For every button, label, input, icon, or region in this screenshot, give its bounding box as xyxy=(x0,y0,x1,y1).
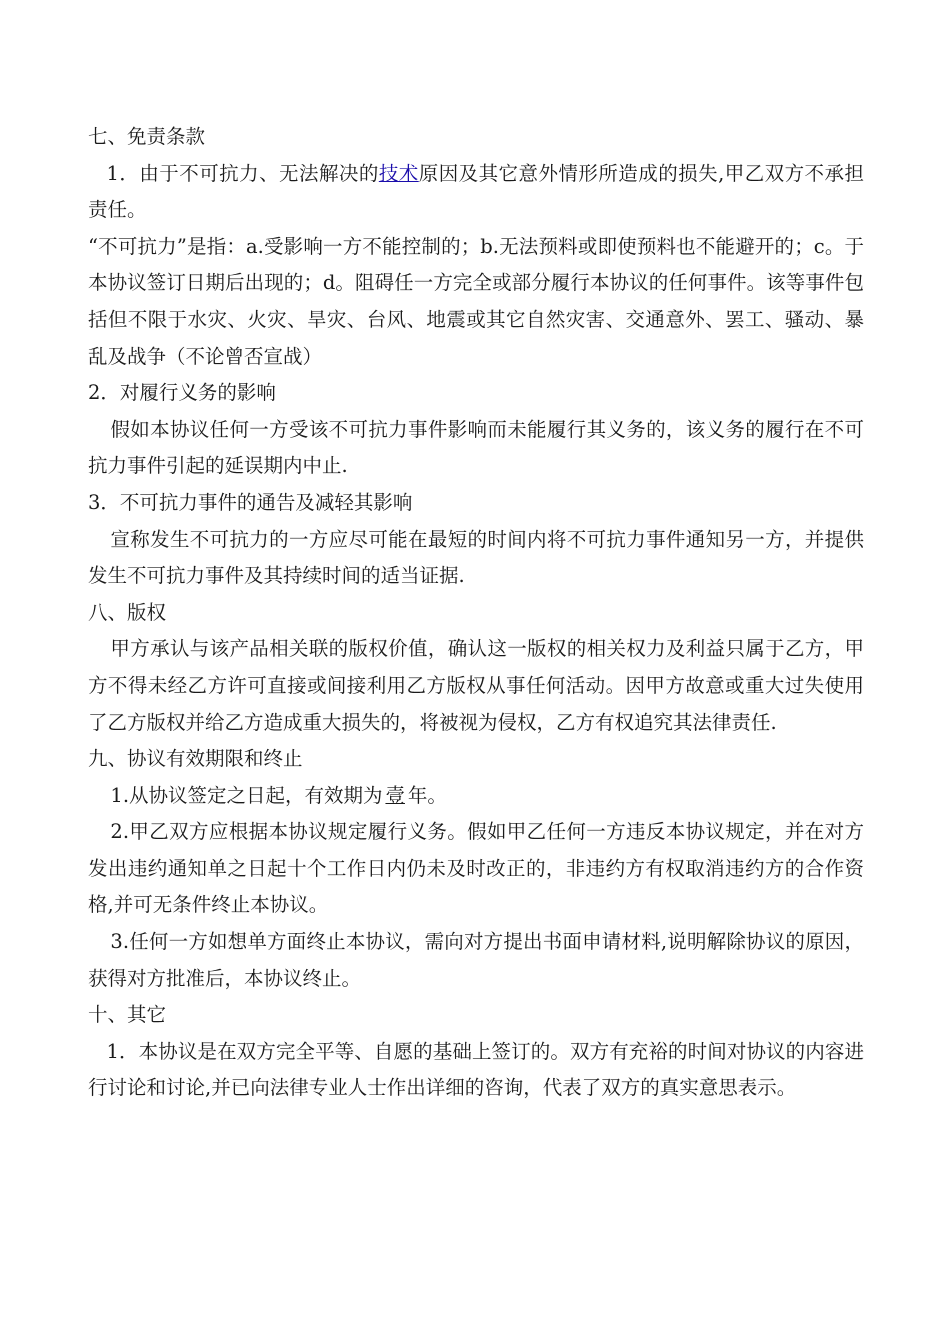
document-body xyxy=(88,119,864,1107)
paragraph-notice-and-mitigation: 宣称发生不可抗力的一方应尽可能在最短的时间内将不可抗力事件通知另一方，并提供发生不可抗力事件及其持续时间的适当证据. xyxy=(88,527,864,588)
paragraph-term-3: 3.任何一方如想单方面终止本协议，需向对方提出书面申请材料,说明解除协议的原因，获得对方批准后，本协议终止。 xyxy=(88,930,864,990)
text: 原因及其它意外情形所造成的损失,甲乙双方不承担责任。 xyxy=(88,161,864,222)
paragraph-term-2: 2.甲乙双方应根据本协议规定履行义务。假如甲乙任何一方违反本协议规定，并在对方发出违约通知单之日起十个工作日内仍未及时改正的，非违约方有权取消违约方的合作资格,并可无条件终止本协议。 xyxy=(88,820,864,917)
paragraph-copyright: 甲方承认与该产品相关联的版权价值，确认这一版权的相关权力及利益只属于乙方，甲方不得未经乙方许可直接或间接利用乙方版权从事任何活动。因甲方故意或重大过失使用了乙方版权并给乙方造成重大损失的，将被视为侵权，乙方有权追究其法律责任. xyxy=(88,637,864,734)
term-length-value: 壹 xyxy=(385,783,405,807)
text: 1．由于不可抗力、无法解决的 xyxy=(106,161,379,185)
text: 1.从协议签定之日起，有效期为 xyxy=(110,783,383,807)
subheading-notice-and-mitigation: 3．不可抗力事件的通告及减轻其影响 xyxy=(88,490,413,514)
section-heading-disclaimer: 七、免责条款 xyxy=(88,125,206,148)
technology-link[interactable]: 技术 xyxy=(378,161,419,185)
subheading-impact-on-obligations: 2．对履行义务的影响 xyxy=(88,381,276,405)
section-heading-copyright: 八、版权 xyxy=(88,600,167,624)
paragraph-miscellaneous-1: 1．本协议是在双方完全平等、自愿的基础上签订的。双方有充裕的时间对协议的内容进行讨论和讨论,并已向法律专业人士作出详细的咨询，代表了双方的真实意思表示。 xyxy=(88,1039,864,1100)
paragraph-impact-on-obligations: 假如本协议任何一方受该不可抗力事件影响而未能履行其义务的，该义务的履行在不可抗力事件引起的延误期内中止. xyxy=(88,417,864,478)
paragraph-disclaimer-1 xyxy=(88,156,864,229)
section-heading-miscellaneous: 十、其它 xyxy=(88,1003,167,1027)
paragraph-term-1 xyxy=(88,778,864,815)
section-heading-term-and-termination: 九、协议有效期限和终止 xyxy=(88,747,303,771)
text: 年。 xyxy=(407,783,447,807)
paragraph-force-majeure-definition: “不可抗力”是指：a.受影响一方不能控制的；b.无法预料或即使预料也不能避开的；c。于本协议签订日期后出现的；d。阻碍任一方完全或部分履行本协议的任何事件。该等事件包括但不限于水灾、火灾、旱灾、台风、地震或其它自然灾害、交通意外、罢工、骚动、暴乱及战争（不论曾否宣战） xyxy=(88,234,864,368)
